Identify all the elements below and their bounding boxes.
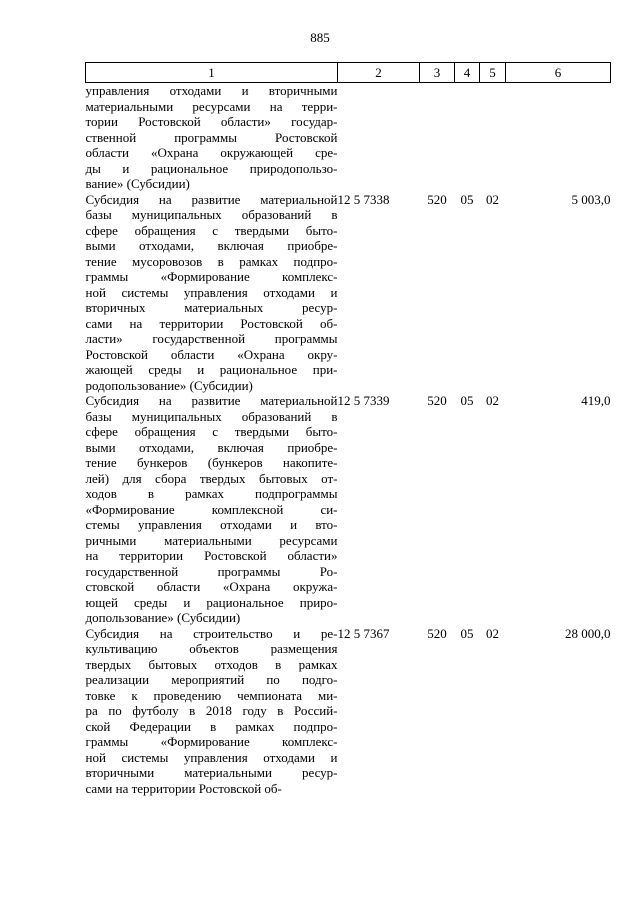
description-line: управления отходами и вторичными xyxy=(85,83,338,98)
description-line: ственной программы Ростовской xyxy=(85,129,338,145)
amount xyxy=(506,83,611,192)
expense-type-code: 520 xyxy=(427,393,447,408)
description-line: Ростовской области «Охрана окру- xyxy=(85,346,338,362)
section-code: 05 xyxy=(460,625,474,641)
page-number: 885 xyxy=(310,30,330,45)
description-line: товке к проведению чемпионата ми- xyxy=(85,687,338,703)
description-line: ды и рациональное природопользо- xyxy=(85,160,338,176)
description-line: сфере обращения с твердыми быто- xyxy=(85,424,338,439)
description-line: допользование» (Субсидии) xyxy=(85,610,241,625)
description-line: материальными ресурсами на терри- xyxy=(85,98,338,114)
description-line: выми отходами, включая приобре- xyxy=(85,238,338,253)
amount: 28 000,0 xyxy=(565,625,611,641)
budget-table xyxy=(85,62,611,796)
description-line: базы муниципальных образований в xyxy=(85,207,338,222)
description-line: ходов в рамках подпрограммы xyxy=(85,486,338,501)
description-line: Субсидия на строительство и ре- xyxy=(85,625,338,641)
description-line: на территории Ростовской области» xyxy=(85,548,338,563)
subsection-code: 02 xyxy=(486,393,499,408)
target-article-code: 12 5 7339 xyxy=(337,393,390,408)
description-line: ной системы управления отходами и xyxy=(85,284,338,300)
column-header-1: 1 xyxy=(86,63,338,83)
table-row xyxy=(86,626,611,797)
description-line: культивацию объектов размещения xyxy=(85,641,338,656)
description-line: вторичных материальных ресур- xyxy=(85,300,338,315)
description-line: Субсидия на развитие материальной xyxy=(85,393,338,408)
description-line: сами на территории Ростовской об- xyxy=(85,315,338,331)
table-row xyxy=(86,393,611,626)
description-line: ра по футболу в 2018 году в Россий- xyxy=(85,703,338,718)
description-line: ющей среды и рациональное приро- xyxy=(85,594,338,610)
section-code: 05 xyxy=(460,393,474,408)
description-line: ной системы управления отходами и xyxy=(85,749,338,765)
expense-type-code: 520 xyxy=(427,625,447,641)
description-line: тории Ростовской области» государ- xyxy=(85,114,338,129)
description-line: стовской области «Охрана окружа- xyxy=(85,579,338,594)
description-line: жающей среды и рациональное при- xyxy=(85,362,338,377)
column-header-4: 4 xyxy=(455,63,480,83)
row-description xyxy=(86,192,338,394)
description-line: вторичными материальными ресур- xyxy=(85,765,338,780)
subsection-code: 02 xyxy=(486,625,499,641)
description-line: государственной программы Ро- xyxy=(85,563,338,579)
table-row xyxy=(86,192,611,394)
row-description xyxy=(86,83,338,192)
description-line: твердых бытовых отходов в рамках xyxy=(85,656,338,672)
description-line: вание» (Субсидии) xyxy=(85,176,190,191)
description-line: сфере обращения с твердыми быто- xyxy=(85,222,338,238)
table-row xyxy=(86,83,611,192)
column-header-3: 3 xyxy=(420,63,455,83)
description-line: области «Охрана окружающей сре- xyxy=(85,145,338,160)
amount: 419,0 xyxy=(581,393,611,408)
description-line: родопользование» (Субсидии) xyxy=(85,377,253,393)
description-line: «Формирование комплексной си- xyxy=(85,501,338,517)
description-line: лей) для сбора твердых бытовых от- xyxy=(85,470,338,486)
section-code xyxy=(455,83,480,192)
expense-type-code xyxy=(420,83,455,192)
target-article-code: 12 5 7338 xyxy=(337,191,390,207)
table-header-row xyxy=(86,63,611,83)
target-article-code xyxy=(338,83,420,192)
row-description xyxy=(86,626,338,797)
description-line: тение бункеров (бункеров накопите- xyxy=(85,455,338,470)
column-header-6: 6 xyxy=(506,63,611,83)
description-line: стемы управления отходами и вто- xyxy=(85,517,338,532)
description-line: выми отходами, включая приобре- xyxy=(85,439,338,455)
subsection-code: 02 xyxy=(486,191,499,207)
description-line: ричными материальными ресурсами xyxy=(85,532,338,548)
section-code: 05 xyxy=(460,191,474,207)
description-line: реализации мероприятий по подго- xyxy=(85,672,338,687)
description-line: ласти» государственной программы xyxy=(85,331,338,346)
subsection-code xyxy=(480,83,506,192)
description-line: ской Федерации в рамках подпро- xyxy=(85,718,338,734)
description-line: тение мусоровозов в рамках подпро- xyxy=(85,253,338,269)
description-line: базы муниципальных образований в xyxy=(85,408,338,424)
row-description xyxy=(86,393,338,626)
target-article-code: 12 5 7367 xyxy=(337,625,390,641)
description-line: Субсидия на развитие материальной xyxy=(85,191,338,207)
description-line: граммы «Формирование комплекс- xyxy=(85,734,338,749)
column-header-2: 2 xyxy=(338,63,420,83)
description-line: граммы «Формирование комплекс- xyxy=(85,269,338,284)
amount: 5 003,0 xyxy=(571,191,611,207)
column-header-5: 5 xyxy=(480,63,506,83)
expense-type-code: 520 xyxy=(427,191,447,207)
description-line: сами на территории Ростовской об- xyxy=(85,780,282,796)
